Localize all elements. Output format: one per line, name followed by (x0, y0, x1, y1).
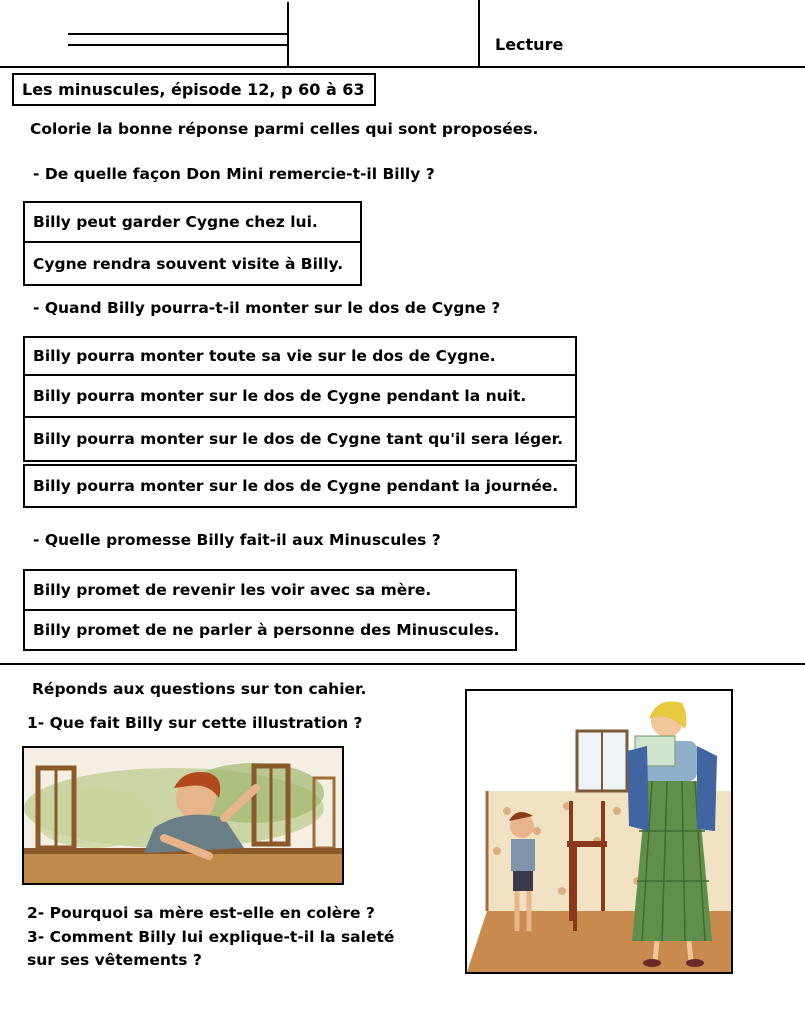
q3-option-1[interactable]: Billy promet de revenir les voir avec sa mère. (23, 569, 517, 611)
q1-option-1[interactable]: Billy peut garder Cygne chez lui. (23, 201, 362, 243)
question-1-prompt: - De quelle façon Don Mini remercie-t-il Billy ? (33, 165, 435, 183)
q2-option-1[interactable]: Billy pourra monter toute sa vie sur le dos de Cygne. (23, 336, 577, 376)
question-2-prompt: - Quand Billy pourra-t-il monter sur le dos de Cygne ? (33, 299, 501, 317)
section-divider (0, 663, 805, 665)
part2-instruction: Réponds aux questions sur ton cahier. (32, 680, 367, 698)
header-divider-right (478, 0, 480, 67)
q2-option-2[interactable]: Billy pourra monter sur le dos de Cygne pendant la nuit. (23, 374, 577, 418)
q2-option-3[interactable]: Billy pourra monter sur le dos de Cygne tant qu'il sera léger. (23, 418, 577, 462)
instruction: Colorie la bonne réponse parmi celles qui sont proposées. (30, 120, 539, 138)
part2-question-1: 1- Que fait Billy sur cette illustration ? (27, 714, 363, 732)
illustration-billy-mother (465, 689, 733, 974)
page-title: Les minuscules, épisode 12, p 60 à 63 (12, 73, 376, 106)
header-divider-left (287, 2, 289, 66)
q3-option-2[interactable]: Billy promet de ne parler à personne des Minuscules. (23, 609, 517, 651)
billy-window-drawing (24, 748, 342, 883)
part2-question-3-line-1: 3- Comment Billy lui explique-t-il la saleté (27, 928, 395, 946)
part2-question-2: 2- Pourquoi sa mère est-elle en colère ? (27, 904, 375, 922)
q2-option-4[interactable]: Billy pourra monter sur le dos de Cygne pendant la journée. (23, 464, 577, 508)
part2-question-3-line-2: sur ses vêtements ? (27, 951, 202, 969)
billy-mother-drawing (467, 691, 731, 972)
name-line-1 (68, 33, 288, 35)
question-3-prompt: - Quelle promesse Billy fait-il aux Minuscules ? (33, 531, 441, 549)
illustration-billy-window (22, 746, 344, 885)
name-line-2 (68, 44, 288, 46)
header-bottom-rule (0, 66, 805, 68)
q1-option-2[interactable]: Cygne rendra souvent visite à Billy. (23, 243, 362, 286)
subject-label: Lecture (495, 35, 564, 54)
